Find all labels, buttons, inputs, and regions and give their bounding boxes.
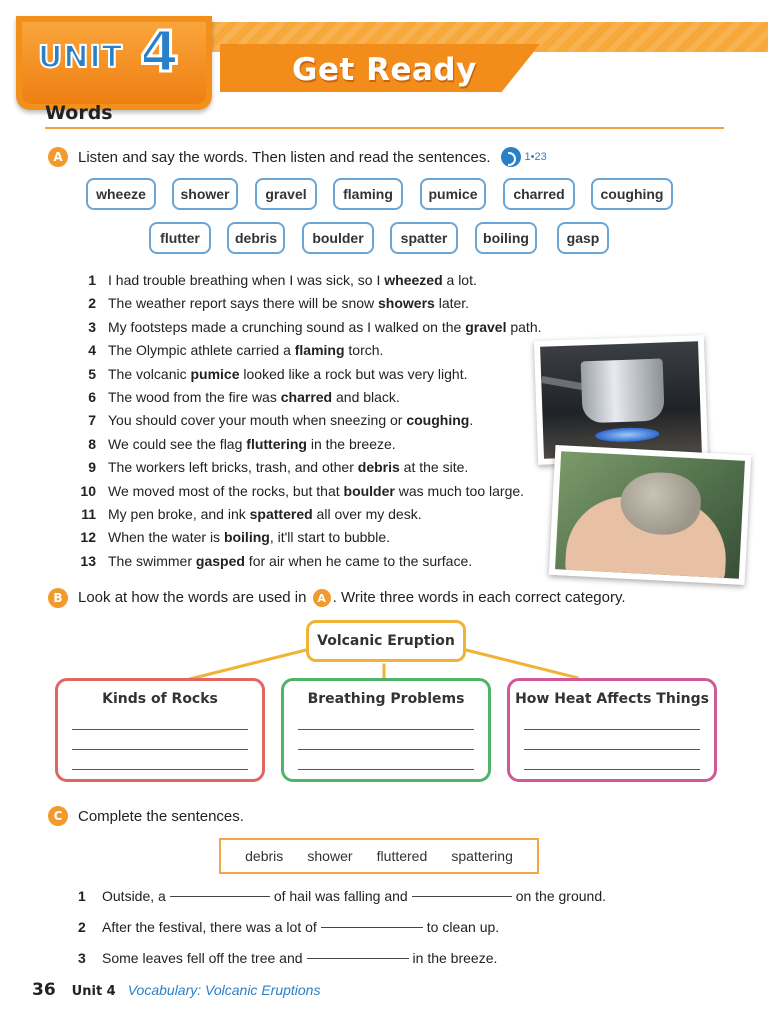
word-chip: boulder — [302, 222, 374, 254]
sentence-text: I had trouble breathing when I was sick, so I wheezed a lot. — [108, 272, 477, 288]
sentence-item — [72, 412, 473, 432]
sentence-number: 7 — [88, 412, 96, 429]
word-chip: gasp — [557, 222, 609, 254]
fill-blank[interactable] — [170, 896, 270, 897]
sentence-number: 9 — [88, 459, 96, 476]
sentence-number: 4 — [88, 342, 96, 359]
fill-blank[interactable] — [307, 958, 409, 959]
sentence-text: My pen broke, and ink spattered all over my desk. — [108, 506, 422, 522]
fill-sentence-3 — [78, 948, 497, 968]
section-divider — [45, 127, 724, 129]
activity-a-reference-badge: A — [313, 589, 331, 607]
write-line[interactable] — [72, 729, 248, 730]
sentence-text: My footsteps made a crunching sound as I walked on the gravel path. — [108, 318, 542, 335]
sentence-text: The swimmer gasped for air when he came to the surface. — [108, 552, 473, 569]
word-bank-item: debris — [245, 848, 284, 864]
category-title: How Heat Affects Things — [515, 691, 709, 707]
activity-b-instruction-start: Look at how the words are used in — [78, 588, 311, 606]
vocabulary-word: coughing — [406, 412, 470, 429]
audio-icon[interactable] — [501, 147, 521, 167]
fill-sentence-2 — [78, 917, 499, 937]
write-line[interactable] — [72, 749, 248, 750]
footer-unit: Unit 4 — [71, 984, 116, 999]
word-chip: spatter — [390, 222, 458, 254]
unit-label: UNIT — [38, 40, 124, 75]
fill-number: 3 — [78, 950, 86, 966]
page-number: 36 — [32, 980, 56, 1000]
activity-b-instruction-end: . Write three words in each correct category. — [332, 588, 626, 606]
fill-text: to clean up. — [426, 919, 500, 935]
sentence-text: The wood from the fire was charred and black. — [108, 389, 400, 405]
footer-topic: Vocabulary: Volcanic Eruptions — [127, 982, 321, 998]
sentence-item — [72, 319, 542, 339]
vocabulary-word: gravel — [465, 318, 507, 335]
sentence-text: The workers left bricks, trash, and other debris at the site. — [108, 459, 469, 476]
word-chip: gravel — [255, 178, 317, 210]
write-line[interactable] — [524, 729, 700, 730]
word-chip: flaming — [333, 178, 403, 210]
fill-sentence-1 — [78, 886, 606, 906]
sentence-number: 10 — [80, 482, 96, 499]
unit-badge — [16, 16, 212, 110]
fill-text: in the breeze. — [412, 950, 498, 966]
category-title: Kinds of Rocks — [102, 691, 218, 707]
sentence-number: 12 — [80, 529, 96, 546]
category-box-rocks — [55, 678, 265, 782]
diagram-center-box: Volcanic Eruption — [306, 620, 466, 662]
sentence-text: The volcanic pumice looked like a rock but was very light. — [108, 365, 468, 382]
fill-number: 2 — [78, 919, 86, 935]
sentence-text: The weather report says there will be snow showers later. — [108, 295, 470, 312]
activity-c-heading — [48, 806, 244, 826]
sentence-number: 6 — [88, 389, 96, 405]
category-title: Breathing Problems — [307, 691, 465, 707]
sentence-number: 2 — [88, 295, 96, 312]
word-chip: pumice — [420, 178, 486, 210]
activity-a-heading — [48, 147, 547, 167]
sentence-number: 1 — [88, 272, 96, 288]
vocabulary-word: boiling — [223, 529, 270, 546]
sentence-item — [72, 389, 400, 409]
fill-text: of hail was falling and — [273, 888, 408, 904]
unit-banner — [0, 22, 768, 92]
sentence-item — [72, 436, 396, 456]
sentence-text: We moved most of the rocks, but that boulder was much too large. — [108, 482, 525, 499]
pumice-stone-photo — [549, 445, 752, 585]
sentence-text: The Olympic athlete carried a flaming torch. — [108, 342, 384, 359]
word-chip: charred — [503, 178, 575, 210]
fill-text: Outside, a — [102, 888, 166, 904]
sentence-number: 11 — [81, 506, 96, 522]
vocabulary-word: spattered — [249, 506, 313, 522]
sentence-number: 5 — [88, 365, 96, 382]
word-chip: flutter — [149, 222, 211, 254]
connector-right — [464, 648, 579, 679]
vocabulary-word: boulder — [343, 482, 395, 499]
vocabulary-word: wheezed — [384, 272, 443, 288]
sentence-item — [72, 483, 524, 503]
sentence-item — [72, 553, 472, 573]
word-bank-item: spattering — [451, 848, 513, 864]
word-bank-item: fluttered — [376, 848, 428, 864]
page-title: Get Ready — [292, 52, 477, 88]
fill-text: on the ground. — [515, 888, 606, 904]
sentence-item — [72, 529, 390, 549]
write-line[interactable] — [298, 729, 474, 730]
sentence-number: 8 — [88, 435, 96, 452]
activity-b-heading — [48, 588, 626, 608]
category-box-breathing — [281, 678, 491, 782]
sentence-number: 3 — [88, 318, 96, 335]
vocabulary-word: debris — [357, 459, 400, 476]
word-chip: debris — [227, 222, 285, 254]
write-line[interactable] — [524, 749, 700, 750]
unit-number: 4 — [140, 20, 179, 85]
vocabulary-word: showers — [378, 295, 435, 312]
activity-a-badge: A — [48, 147, 68, 167]
vocabulary-word: charred — [280, 389, 333, 405]
sentence-item — [72, 506, 422, 526]
activity-c-instruction: Complete the sentences. — [78, 807, 244, 825]
sentence-item — [72, 295, 469, 315]
write-line[interactable] — [298, 769, 474, 770]
sentence-item — [72, 459, 468, 479]
word-chip: boiling — [475, 222, 537, 254]
page-footer — [32, 980, 320, 1000]
audio-track: 1•23 — [524, 151, 547, 163]
connector-left — [186, 648, 308, 681]
sentence-text: When the water is boiling, it'll start to bubble. — [108, 529, 391, 546]
word-chip: wheeze — [86, 178, 156, 210]
category-box-heat — [507, 678, 717, 782]
word-chip: shower — [172, 178, 238, 210]
activity-c-badge: C — [48, 806, 68, 826]
sentence-item — [72, 272, 477, 292]
fill-text: Some leaves fell off the tree and — [102, 950, 303, 966]
vocabulary-word: pumice — [190, 365, 240, 382]
section-title: Words — [45, 102, 113, 124]
vocabulary-word: fluttering — [246, 435, 307, 452]
sentence-number: 13 — [80, 552, 96, 569]
sentence-item — [72, 366, 468, 386]
vocabulary-word: flaming — [294, 342, 345, 359]
activity-a-instruction: Listen and say the words. Then listen and read the sentences. — [78, 148, 491, 166]
vocabulary-word: gasped — [195, 552, 245, 569]
fill-blank[interactable] — [321, 927, 423, 928]
word-bank — [219, 838, 539, 874]
sentence-text: You should cover your mouth when sneezing or coughing. — [108, 412, 474, 429]
fill-text: After the festival, there was a lot of — [102, 919, 317, 935]
write-line[interactable] — [524, 769, 700, 770]
write-line[interactable] — [72, 769, 248, 770]
sentence-item — [72, 342, 383, 362]
word-bank-item: shower — [307, 848, 353, 864]
activity-b-badge: B — [48, 588, 68, 608]
write-line[interactable] — [298, 749, 474, 750]
sentence-text: We could see the flag fluttering in the breeze. — [108, 435, 396, 452]
fill-blank[interactable] — [412, 896, 512, 897]
fill-number: 1 — [78, 888, 86, 904]
word-chip: coughing — [591, 178, 673, 210]
